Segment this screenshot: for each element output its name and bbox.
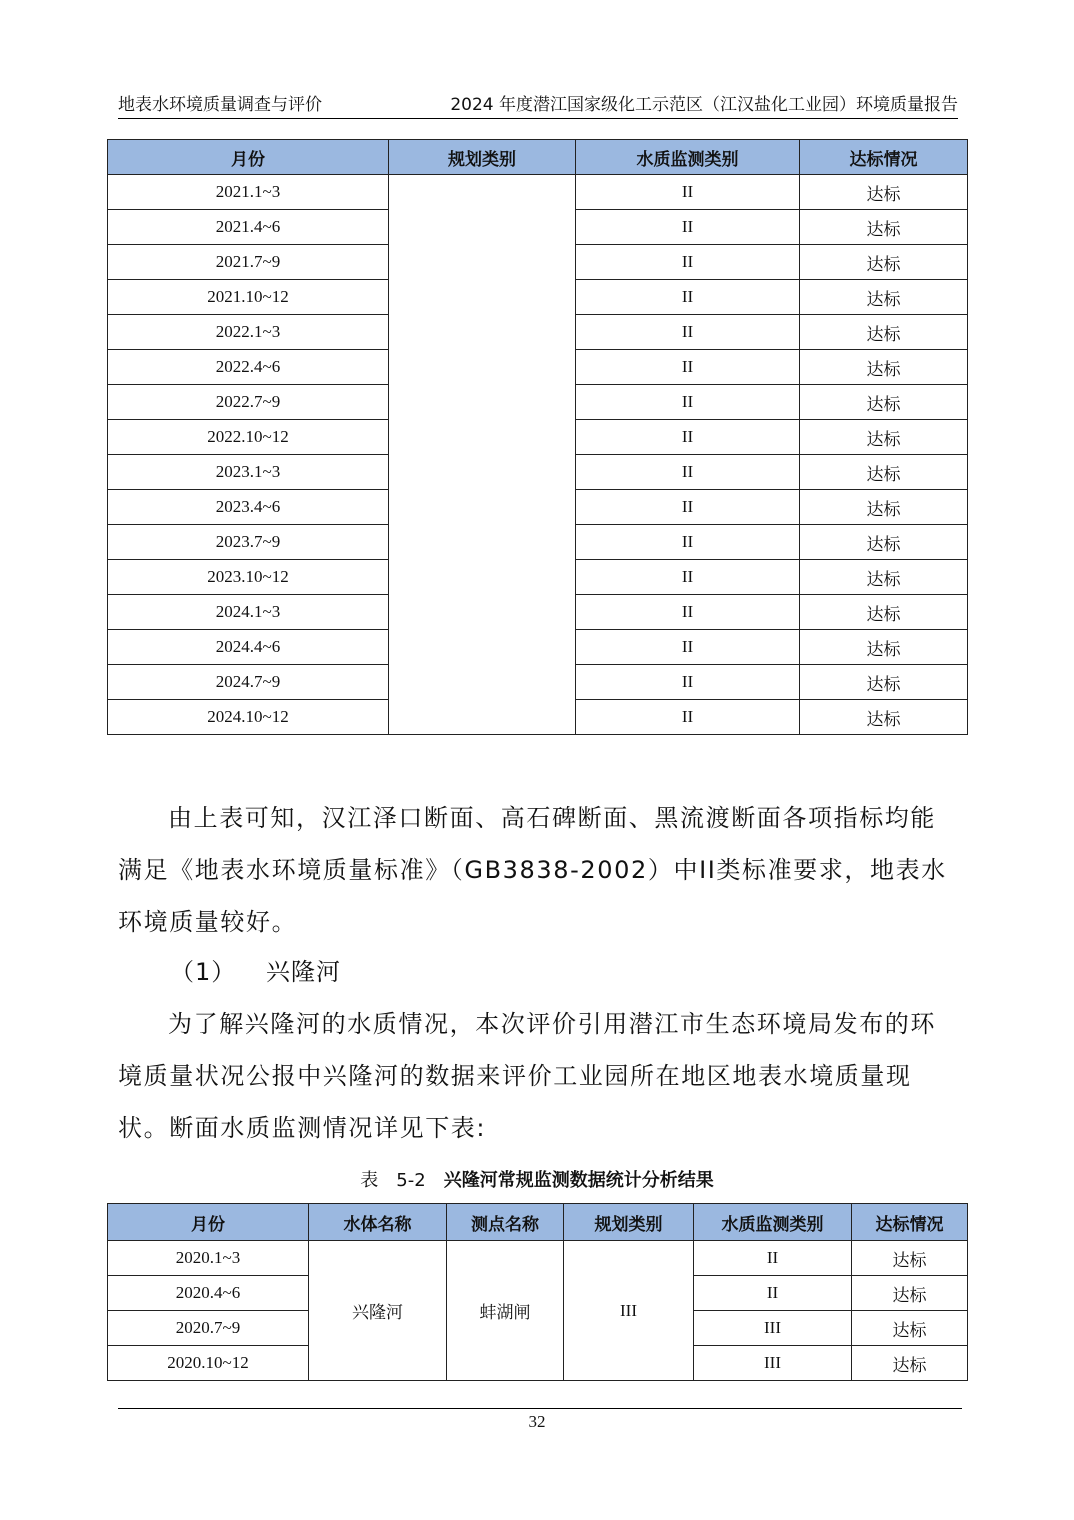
cell-planned-class: III: [564, 1241, 694, 1381]
table-caption: [0, 1166, 1074, 1192]
cell-monitored-class: II: [576, 280, 800, 315]
cell-compliance: 达标: [800, 490, 968, 525]
cell-compliance: 达标: [800, 350, 968, 385]
cell-month: 2024.7~9: [108, 665, 389, 700]
cell-monitored-class: II: [576, 700, 800, 735]
cell-monitored-class: III: [694, 1346, 852, 1381]
cell-monitored-class: II: [576, 385, 800, 420]
cell-month: 2022.4~6: [108, 350, 389, 385]
cell-compliance: 达标: [800, 525, 968, 560]
cell-compliance: 达标: [800, 245, 968, 280]
cell-monitored-class: II: [576, 490, 800, 525]
table-header-row: [108, 140, 968, 175]
table-row: [108, 175, 968, 210]
cell-monitored-class: II: [576, 245, 800, 280]
column-header-water-body: 水体名称: [309, 1204, 447, 1241]
header-report-title: 2024 年度潜江国家级化工示范区（江汉盐化工业园）环境质量报告: [450, 95, 958, 115]
cell-month: 2020.7~9: [108, 1311, 309, 1346]
column-header-station: 测点名称: [447, 1204, 564, 1241]
cell-compliance: 达标: [852, 1241, 968, 1276]
cell-monitored-class: II: [576, 630, 800, 665]
cell-monitored-class: II: [576, 665, 800, 700]
cell-compliance: 达标: [800, 630, 968, 665]
table-caption-title: 兴隆河常规监测数据统计分析结果: [443, 1170, 714, 1191]
cell-monitored-class: II: [694, 1241, 852, 1276]
cell-compliance: 达标: [800, 595, 968, 630]
cell-monitored-class: II: [576, 560, 800, 595]
cell-month: 2023.10~12: [108, 560, 389, 595]
cell-month: 2021.4~6: [108, 210, 389, 245]
cell-compliance: 达标: [800, 280, 968, 315]
cell-monitored-class: II: [576, 175, 800, 210]
cell-compliance: 达标: [800, 560, 968, 595]
cell-month: 2020.10~12: [108, 1346, 309, 1381]
column-header-planned-class: 规划类别: [389, 140, 576, 175]
cell-month: 2024.4~6: [108, 630, 389, 665]
cell-compliance: 达标: [852, 1346, 968, 1381]
footer-divider: [118, 1408, 962, 1409]
cell-month: 2023.1~3: [108, 455, 389, 490]
cell-month: 2020.1~3: [108, 1241, 309, 1276]
column-header-monitored-class: 水质监测类别: [694, 1204, 852, 1241]
table-header-row: [108, 1204, 968, 1241]
table-row: [108, 1241, 968, 1276]
section-item-heading: [170, 946, 341, 998]
cell-month: 2024.10~12: [108, 700, 389, 735]
cell-month: 2021.10~12: [108, 280, 389, 315]
cell-month: 2022.10~12: [108, 420, 389, 455]
cell-compliance: 达标: [800, 175, 968, 210]
cell-monitored-class: II: [576, 455, 800, 490]
cell-monitored-class: II: [694, 1276, 852, 1311]
cell-compliance: 达标: [800, 385, 968, 420]
column-header-planned-class: 规划类别: [564, 1204, 694, 1241]
cell-month: 2023.4~6: [108, 490, 389, 525]
cell-month: 2024.1~3: [108, 595, 389, 630]
cell-month: 2021.7~9: [108, 245, 389, 280]
cell-compliance: 达标: [800, 665, 968, 700]
page-header: [118, 92, 958, 119]
cell-water-body: 兴隆河: [309, 1241, 447, 1381]
cell-compliance: 达标: [800, 700, 968, 735]
cell-monitored-class: II: [576, 525, 800, 560]
monitoring-table-continued: [107, 139, 968, 735]
cell-compliance: 达标: [800, 315, 968, 350]
cell-monitored-class: II: [576, 350, 800, 385]
item-number: （1）: [170, 958, 237, 986]
intro-paragraph: 为了解兴隆河的水质情况，本次评价引用潜江市生态环境局发布的环境质量状况公报中兴隆河的数据来评价工业园所在地区地表水境质量现状。断面水质监测情况详见下表:: [118, 1010, 936, 1142]
cell-compliance: 达标: [800, 455, 968, 490]
cell-month: 2021.1~3: [108, 175, 389, 210]
cell-station: 蚌湖闸: [447, 1241, 564, 1381]
column-header-monitored-class: 水质监测类别: [576, 140, 800, 175]
conclusion-paragraph: 由上表可知，汉江泽口断面、高石碑断面、黑流渡断面各项指标均能满足《地表水环境质量标准》（GB3838-2002）中II类标准要求，地表水环境质量较好。: [118, 804, 947, 936]
column-header-month: 月份: [108, 140, 389, 175]
cell-month: 2022.7~9: [108, 385, 389, 420]
header-section-title: 地表水环境质量调查与评价: [118, 95, 322, 115]
cell-month: 2022.1~3: [108, 315, 389, 350]
cell-monitored-class: II: [576, 420, 800, 455]
cell-compliance: 达标: [800, 420, 968, 455]
cell-monitored-class: III: [694, 1311, 852, 1346]
column-header-month: 月份: [108, 1204, 309, 1241]
xinglong-river-table: [107, 1203, 968, 1381]
page-number: 32: [528, 1412, 546, 1431]
cell-compliance: 达标: [852, 1311, 968, 1346]
cell-month: 2020.4~6: [108, 1276, 309, 1311]
cell-monitored-class: II: [576, 210, 800, 245]
cell-monitored-class: II: [576, 595, 800, 630]
cell-compliance: 达标: [852, 1276, 968, 1311]
table-caption-label: 表 5-2: [360, 1170, 426, 1191]
cell-planned-class-merged: [389, 175, 576, 735]
column-header-compliance: 达标情况: [800, 140, 968, 175]
cell-month: 2023.7~9: [108, 525, 389, 560]
cell-compliance: 达标: [800, 210, 968, 245]
column-header-compliance: 达标情况: [852, 1204, 968, 1241]
item-title: 兴隆河: [266, 958, 341, 986]
cell-monitored-class: II: [576, 315, 800, 350]
